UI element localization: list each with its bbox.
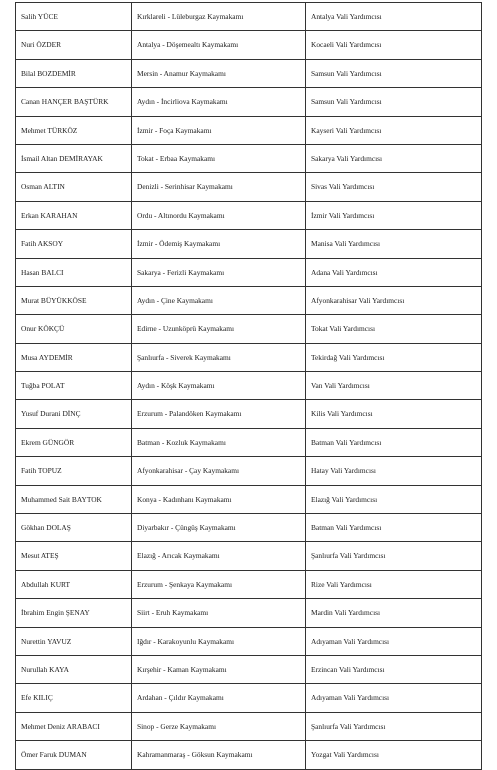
previous-post-cell: Aydın - İncirliova Kaymakamı xyxy=(132,88,306,116)
person-name-cell: Fatih AKSOY xyxy=(16,230,132,258)
person-name-cell: Hasan BALCI xyxy=(16,258,132,286)
table-row xyxy=(16,372,482,400)
person-name-cell: Efe KILIÇ xyxy=(16,684,132,712)
table-row xyxy=(16,315,482,343)
table-row xyxy=(16,230,482,258)
new-post-cell: Yozgat Vali Yardımcısı xyxy=(306,741,482,769)
table-row xyxy=(16,712,482,740)
previous-post-cell: İzmir - Foça Kaymakamı xyxy=(132,116,306,144)
previous-post-cell: Kırşehir - Kaman Kaymakamı xyxy=(132,655,306,683)
new-post-cell: Adıyaman Vali Yardımcısı xyxy=(306,684,482,712)
person-name-cell: Tuğba POLAT xyxy=(16,372,132,400)
previous-post-cell: Kırklareli - Lüleburgaz Kaymakamı xyxy=(132,3,306,31)
table-row xyxy=(16,627,482,655)
previous-post-cell: Erzurum - Şenkaya Kaymakamı xyxy=(132,570,306,598)
appointments-table xyxy=(15,2,482,770)
previous-post-cell: Diyarbakır - Çüngüş Kaymakamı xyxy=(132,514,306,542)
table-row xyxy=(16,514,482,542)
table-row xyxy=(16,741,482,769)
previous-post-cell: Mersin - Anamur Kaymakamı xyxy=(132,59,306,87)
person-name-cell: Murat BÜYÜKKÖSE xyxy=(16,286,132,314)
new-post-cell: Sakarya Vali Yardımcısı xyxy=(306,144,482,172)
table-row xyxy=(16,570,482,598)
person-name-cell: Gökhan DOLAŞ xyxy=(16,514,132,542)
previous-post-cell: Aydın - Çine Kaymakamı xyxy=(132,286,306,314)
previous-post-cell: Ordu - Altınordu Kaymakamı xyxy=(132,201,306,229)
previous-post-cell: Iğdır - Karakoyunlu Kaymakamı xyxy=(132,627,306,655)
new-post-cell: Batman Vali Yardımcısı xyxy=(306,428,482,456)
new-post-cell: Kocaeli Vali Yardımcısı xyxy=(306,31,482,59)
previous-post-cell: Batman - Kozluk Kaymakamı xyxy=(132,428,306,456)
previous-post-cell: Siirt - Eruh Kaymakamı xyxy=(132,599,306,627)
new-post-cell: Sivas Vali Yardımcısı xyxy=(306,173,482,201)
person-name-cell: Onur KÖKÇÜ xyxy=(16,315,132,343)
new-post-cell: Samsun Vali Yardımcısı xyxy=(306,88,482,116)
previous-post-cell: Edirne - Uzunköprü Kaymakamı xyxy=(132,315,306,343)
table-row xyxy=(16,201,482,229)
person-name-cell: Mesut ATEŞ xyxy=(16,542,132,570)
new-post-cell: Afyonkarahisar Vali Yardımcısı xyxy=(306,286,482,314)
person-name-cell: İsmail Altan DEMİRAYAK xyxy=(16,144,132,172)
new-post-cell: Tokat Vali Yardımcısı xyxy=(306,315,482,343)
table-row xyxy=(16,3,482,31)
person-name-cell: Yusuf Durani DİNÇ xyxy=(16,400,132,428)
table-row xyxy=(16,457,482,485)
table-row xyxy=(16,144,482,172)
new-post-cell: Şanlıurfa Vali Yardımcısı xyxy=(306,712,482,740)
previous-post-cell: Tokat - Erbaa Kaymakamı xyxy=(132,144,306,172)
person-name-cell: Mehmet TÜRKÖZ xyxy=(16,116,132,144)
person-name-cell: Ömer Faruk DUMAN xyxy=(16,741,132,769)
person-name-cell: İbrahim Engin ŞENAY xyxy=(16,599,132,627)
table-row xyxy=(16,258,482,286)
new-post-cell: Kayseri Vali Yardımcısı xyxy=(306,116,482,144)
new-post-cell: Mardin Vali Yardımcısı xyxy=(306,599,482,627)
previous-post-cell: Erzurum - Palandöken Kaymakamı xyxy=(132,400,306,428)
previous-post-cell: Kahramanmaraş - Göksun Kaymakamı xyxy=(132,741,306,769)
person-name-cell: Musa AYDEMİR xyxy=(16,343,132,371)
previous-post-cell: Ardahan - Çıldır Kaymakamı xyxy=(132,684,306,712)
previous-post-cell: Sinop - Gerze Kaymakamı xyxy=(132,712,306,740)
previous-post-cell: Elazığ - Arıcak Kaymakamı xyxy=(132,542,306,570)
table-row xyxy=(16,173,482,201)
person-name-cell: Nurullah KAYA xyxy=(16,655,132,683)
person-name-cell: Bilal BOZDEMİR xyxy=(16,59,132,87)
table-row xyxy=(16,485,482,513)
table-row xyxy=(16,88,482,116)
previous-post-cell: Afyonkarahisar - Çay Kaymakamı xyxy=(132,457,306,485)
table-row xyxy=(16,116,482,144)
person-name-cell: Salih YÜCE xyxy=(16,3,132,31)
person-name-cell: Canan HANÇER BAŞTÜRK xyxy=(16,88,132,116)
previous-post-cell: Antalya - Döşemealtı Kaymakamı xyxy=(132,31,306,59)
previous-post-cell: Şanlıurfa - Siverek Kaymakamı xyxy=(132,343,306,371)
person-name-cell: Ekrem GÜNGÖR xyxy=(16,428,132,456)
appointments-table-body xyxy=(16,3,482,770)
table-row xyxy=(16,428,482,456)
person-name-cell: Mehmet Deniz ARABACI xyxy=(16,712,132,740)
previous-post-cell: Aydın - Köşk Kaymakamı xyxy=(132,372,306,400)
previous-post-cell: Denizli - Serinhisar Kaymakamı xyxy=(132,173,306,201)
previous-post-cell: Sakarya - Ferizli Kaymakamı xyxy=(132,258,306,286)
table-row xyxy=(16,343,482,371)
table-row xyxy=(16,31,482,59)
new-post-cell: Batman Vali Yardımcısı xyxy=(306,514,482,542)
table-row xyxy=(16,59,482,87)
new-post-cell: Samsun Vali Yardımcısı xyxy=(306,59,482,87)
new-post-cell: Antalya Vali Yardımcısı xyxy=(306,3,482,31)
table-row xyxy=(16,655,482,683)
new-post-cell: Erzincan Vali Yardımcısı xyxy=(306,655,482,683)
person-name-cell: Fatih TOPUZ xyxy=(16,457,132,485)
person-name-cell: Muhammed Sait BAYTOK xyxy=(16,485,132,513)
table-row xyxy=(16,286,482,314)
new-post-cell: Adıyaman Vali Yardımcısı xyxy=(306,627,482,655)
new-post-cell: Manisa Vali Yardımcısı xyxy=(306,230,482,258)
person-name-cell: Nurettin YAVUZ xyxy=(16,627,132,655)
new-post-cell: Tekirdağ Vali Yardımcısı xyxy=(306,343,482,371)
table-row xyxy=(16,400,482,428)
new-post-cell: Kilis Vali Yardımcısı xyxy=(306,400,482,428)
person-name-cell: Nuri ÖZDER xyxy=(16,31,132,59)
new-post-cell: Hatay Vali Yardımcısı xyxy=(306,457,482,485)
new-post-cell: Elazığ Vali Yardımcısı xyxy=(306,485,482,513)
previous-post-cell: İzmir - Ödemiş Kaymakamı xyxy=(132,230,306,258)
person-name-cell: Osman ALTIN xyxy=(16,173,132,201)
new-post-cell: Rize Vali Yardımcısı xyxy=(306,570,482,598)
table-row xyxy=(16,599,482,627)
table-row xyxy=(16,684,482,712)
new-post-cell: Adana Vali Yardımcısı xyxy=(306,258,482,286)
new-post-cell: Şanlıurfa Vali Yardımcısı xyxy=(306,542,482,570)
new-post-cell: İzmir Vali Yardımcısı xyxy=(306,201,482,229)
table-row xyxy=(16,542,482,570)
new-post-cell: Van Vali Yardımcısı xyxy=(306,372,482,400)
person-name-cell: Erkan KARAHAN xyxy=(16,201,132,229)
previous-post-cell: Konya - Kadınhanı Kaymakamı xyxy=(132,485,306,513)
person-name-cell: Abdullah KURT xyxy=(16,570,132,598)
